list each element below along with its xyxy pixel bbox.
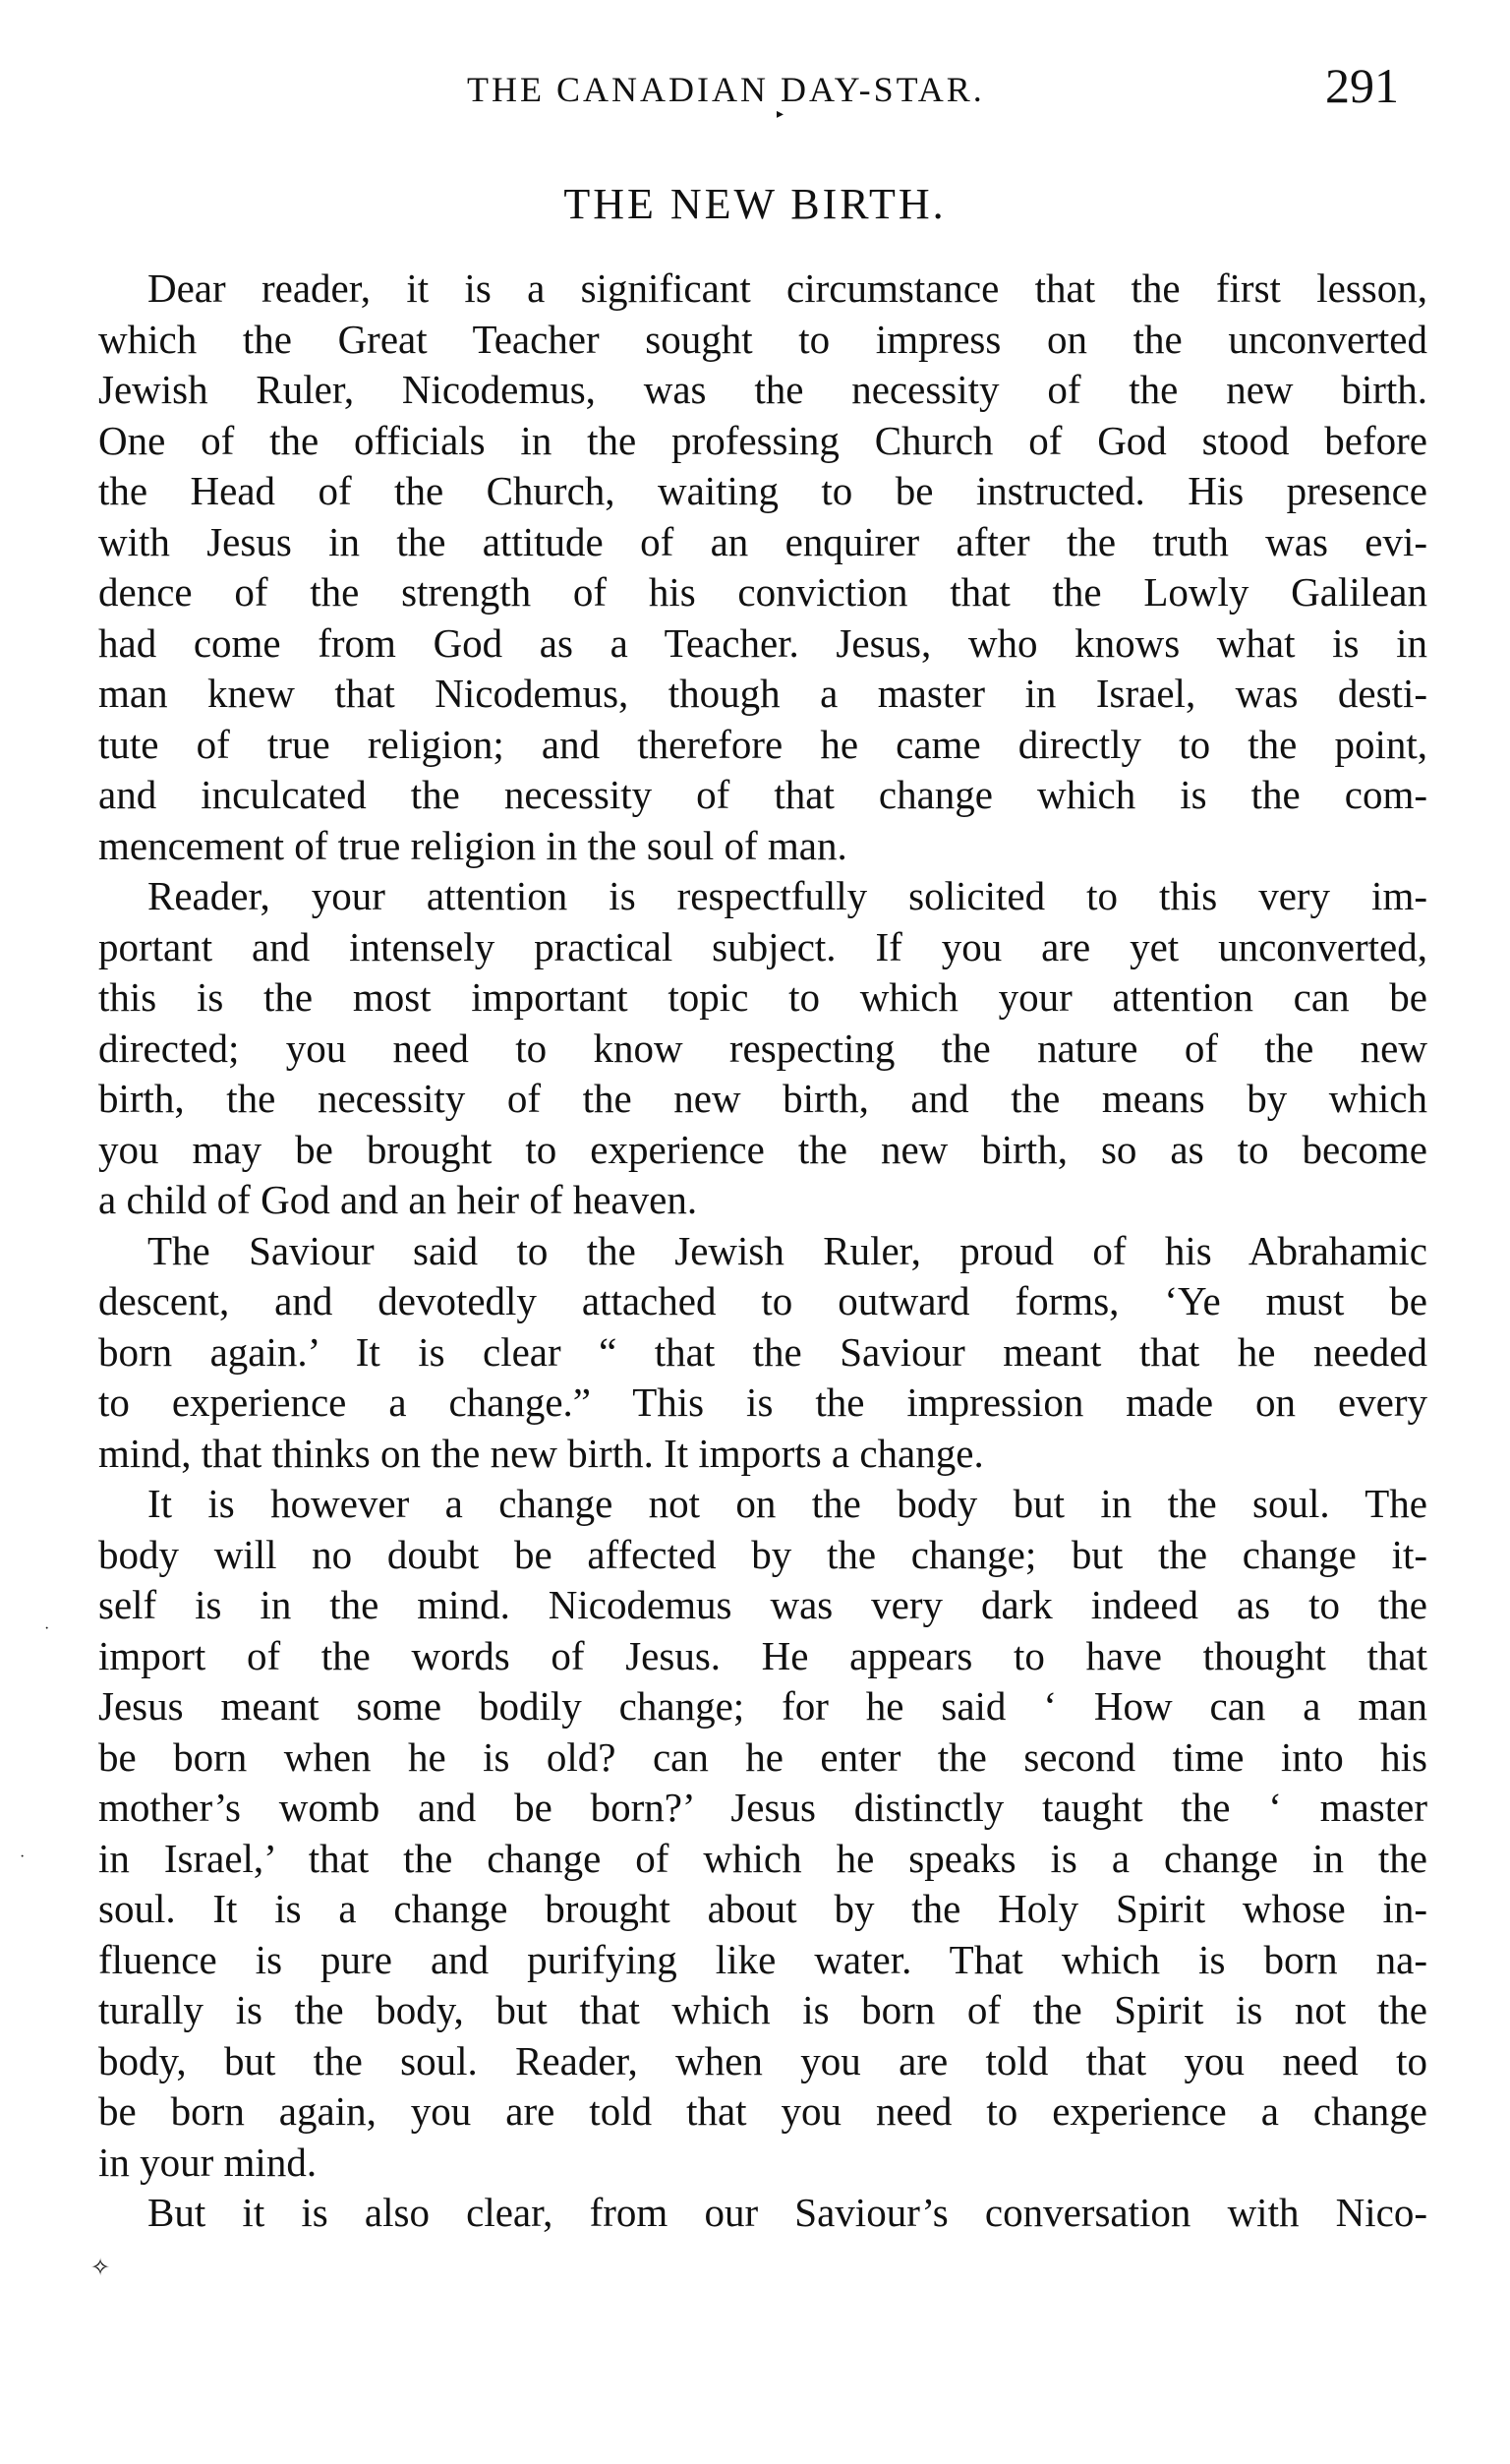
- text-line: which the Great Teacher sought to impress on the unconverted: [98, 316, 1427, 362]
- text-line: born again.’ It is clear “ that the Saviour meant that he needed: [98, 1328, 1427, 1375]
- text-line: you may be brought to experience the new birth, so as to become: [98, 1126, 1427, 1172]
- text-line: dence of the strength of his conviction that the Lowly Galilean: [98, 569, 1427, 615]
- text-line: had come from God as a Teacher. Jesus, who knows what is in: [98, 619, 1427, 666]
- text-line: turally is the body, but that which is born of the Spirit is not the: [98, 1987, 1427, 2032]
- page-number: 291: [1325, 58, 1399, 113]
- text-line: be born again, you are told that you need to experience a change: [98, 2088, 1427, 2134]
- ink-speck: ·: [20, 1848, 26, 1865]
- text-line: in your mind.: [98, 2139, 318, 2185]
- text-line: birth, the necessity of the new birth, and the means by which: [98, 1076, 1427, 1121]
- text-line: be born when he is old? can he enter the second time into his: [98, 1733, 1427, 1780]
- text-line: soul. It is a change brought about by the Holy Spirit whose in-: [98, 1886, 1427, 1931]
- text-line: But it is also clear, from our Saviour’s conversation with Nico-: [147, 2190, 1427, 2235]
- paragraph: [98, 1226, 1427, 1480]
- paragraph: [98, 1479, 1427, 2188]
- text-line: tute of true religion; and therefore he came directly to the point,: [98, 721, 1427, 767]
- text-line: descent, and devotedly attached to outward forms, ‘Ye must be: [98, 1278, 1427, 1323]
- ink-speck: ✧: [90, 2256, 111, 2281]
- text-line: with Jesus in the attitude of an enquirer after the truth was evi-: [98, 518, 1427, 564]
- text-line: directed; you need to know respecting the nature of the new: [98, 1025, 1427, 1071]
- text-line: mother’s womb and be born?’ Jesus distinctly taught the ‘ master: [98, 1785, 1427, 1830]
- article-body: [98, 264, 1427, 2239]
- text-line: body will no doubt be affected by the change; but the change it-: [98, 1531, 1427, 1577]
- paragraph: [98, 264, 1427, 871]
- text-line: import of the words of Jesus. He appears to have thought that: [98, 1632, 1427, 1678]
- text-line: and inculcated the necessity of that change which is the com-: [98, 772, 1427, 817]
- text-line: fluence is pure and purifying like water. That which is born na-: [98, 1936, 1427, 1982]
- ink-speck: ▸: [777, 107, 784, 122]
- text-line: to experience a change.” This is the impression made on every: [98, 1379, 1427, 1425]
- ink-speck: ·: [44, 1620, 50, 1637]
- journal-title: THE CANADIAN DAY-STAR.: [467, 70, 985, 109]
- text-line: Reader, your attention is respectfully solicited to this very im-: [147, 873, 1427, 918]
- text-line: in Israel,’ that the change of which he speaks is a change in the: [98, 1835, 1427, 1881]
- text-line: self is in the mind. Nicodemus was very dark indeed as to the: [98, 1582, 1427, 1627]
- text-line: a child of God and an heir of heaven.: [98, 1177, 698, 1222]
- text-line: mind, that thinks on the new birth. It imports a change.: [98, 1430, 984, 1476]
- text-line: It is however a change not on the body but in the soul. The: [147, 1481, 1427, 1526]
- paragraph: [98, 2188, 1427, 2239]
- text-line: Jewish Ruler, Nicodemus, was the necessity of the new birth.: [98, 367, 1427, 412]
- text-line: the Head of the Church, waiting to be instructed. His presence: [98, 468, 1427, 513]
- text-line: man knew that Nicodemus, though a master in Israel, was desti-: [98, 671, 1427, 716]
- paragraph: [98, 871, 1427, 1226]
- running-head: [0, 57, 1510, 116]
- text-line: Jesus meant some bodily change; for he said ‘ How can a man: [98, 1683, 1427, 1729]
- text-line: One of the officials in the professing Church of God stood before: [98, 417, 1427, 463]
- text-line: portant and intensely practical subject. If you are yet unconverted,: [98, 923, 1427, 969]
- text-line: body, but the soul. Reader, when you are told that you need to: [98, 2037, 1427, 2083]
- text-line: The Saviour said to the Jewish Ruler, proud of his Abrahamic: [147, 1227, 1427, 1273]
- text-line: Dear reader, it is a significant circumstance that the first lesson,: [147, 265, 1427, 311]
- article-title: THE NEW BIRTH.: [563, 180, 947, 228]
- text-line: this is the most important topic to which your attention can be: [98, 974, 1427, 1020]
- text-line: mencement of true religion in the soul of man.: [98, 822, 847, 868]
